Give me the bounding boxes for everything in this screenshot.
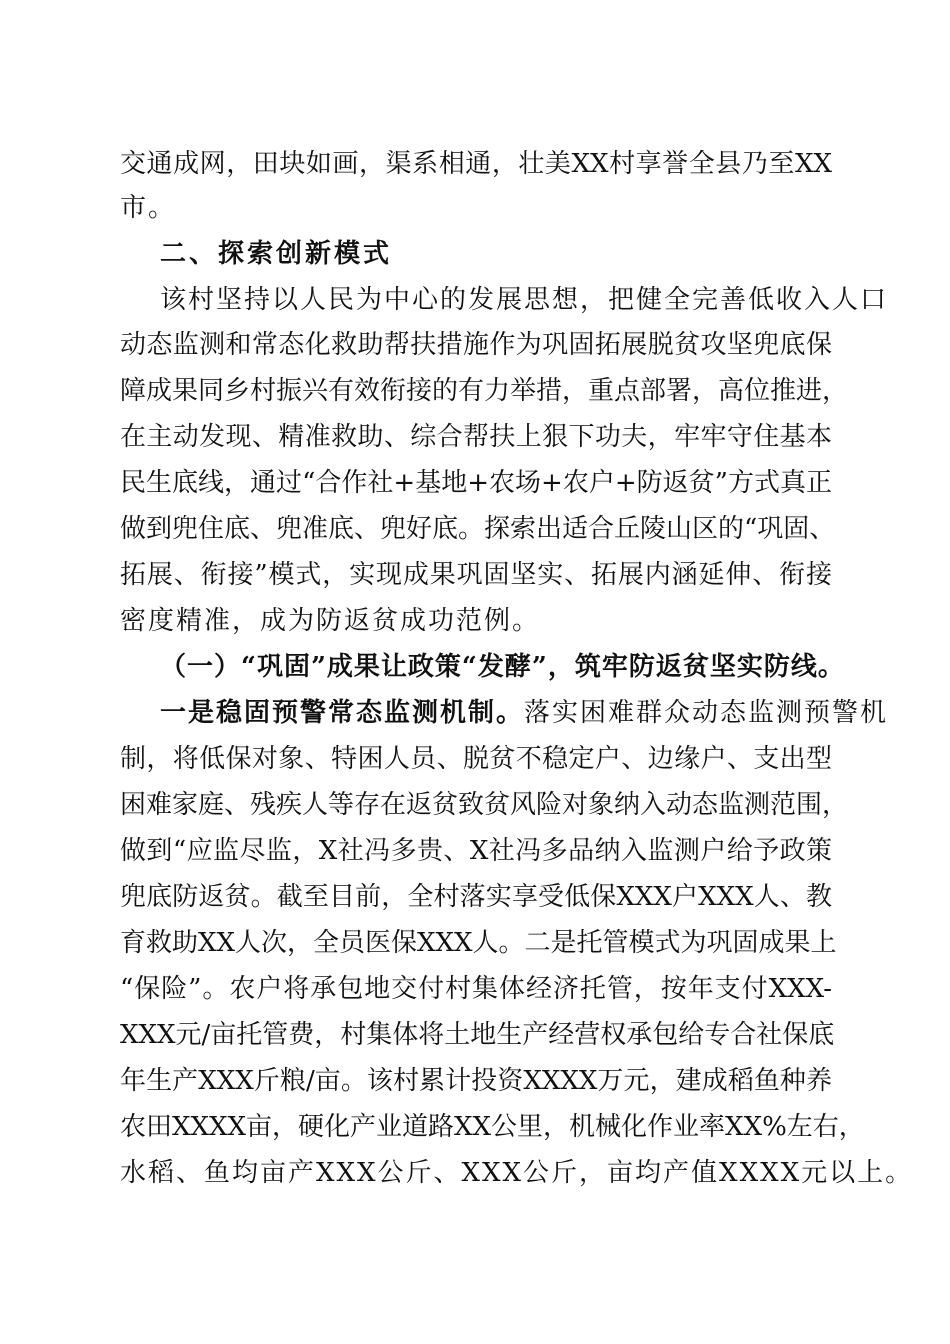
paragraph-line: 拓展、衔接”模式，实现成果巩固坚实、拓展内涵延伸、衔接 [120, 560, 832, 590]
lead-rest: 落实困难群众动态监测预警机 [524, 698, 889, 728]
paragraph-line: 做到“应监尽监，X社冯多贵、X社冯多品纳入监测户给予政策 [120, 836, 832, 866]
document-body [120, 0, 914, 1344]
paragraph-line: 农田XXXX亩，硬化产业道路XX公里，机械化作业率XX%左右， [120, 1112, 865, 1142]
paragraph-line: 密度精准，成为防返贫成功范例。 [120, 606, 541, 636]
paragraph-line: 在主动发现、精准救助、综合帮扶上狠下功夫，牢牢守住基本 [120, 422, 832, 452]
paragraph-line: 兜底防返贫。截至目前，全村落实享受低保XXX户XXX人、教 [120, 882, 832, 912]
paragraph-line: 动态监测和常态化救助帮扶措施作为巩固拓展脱贫攻坚兜底保 [120, 330, 832, 360]
paragraph-line: XXX元/亩托管费，村集体将土地生产经营权承包给专合社保底 [120, 1020, 835, 1050]
paragraph-line: 障成果同乡村振兴有效衔接的有力举措，重点部署，高位推进， [120, 376, 849, 406]
subsection-heading: （一）“巩固”成果让政策“发酵”，筑牢防返贫坚实防线。 [160, 652, 845, 682]
paragraph-line: 育救助XX人次，全员医保XXX人。二是托管模式为巩固成果上 [120, 928, 837, 958]
paragraph-line: 年生产XXX斤粮/亩。该村累计投资XXXX万元，建成稻鱼种养 [120, 1066, 832, 1096]
paragraph-line [160, 695, 889, 731]
paragraph-line: 民生底线，通过“合作社+基地+农场+农户+防返贫”方式真正 [120, 468, 832, 498]
text-line: 市。 [120, 193, 177, 223]
paragraph-line: “保险”。农户将承包地交付村集体经济托管，按年支付XXX- [120, 974, 832, 1004]
text-line: 交通成网，田块如画，渠系相通，壮美XX村享誉全县乃至XX [120, 149, 832, 179]
paragraph-line: 做到兜住底、兜准底、兜好底。探索出适合丘陵山区的“巩固、 [120, 514, 836, 544]
paragraph-line: 该村坚持以人民为中心的发展思想，把健全完善低收入人口 [160, 285, 889, 315]
paragraph-line: 制，将低保对象、特困人员、脱贫不稳定户、边缘户、支出型 [120, 744, 832, 774]
section-heading: 二、探索创新模式 [160, 239, 393, 269]
paragraph-line: 水稻、鱼均亩产XXX公斤、XXX公斤，亩均产值XXXX元以上。 [120, 1158, 914, 1188]
lead-phrase: 一是稳固预警常态监测机制。 [160, 698, 525, 728]
paragraph-line: 困难家庭、残疾人等存在返贫致贫风险对象纳入动态监测范围， [120, 790, 849, 820]
